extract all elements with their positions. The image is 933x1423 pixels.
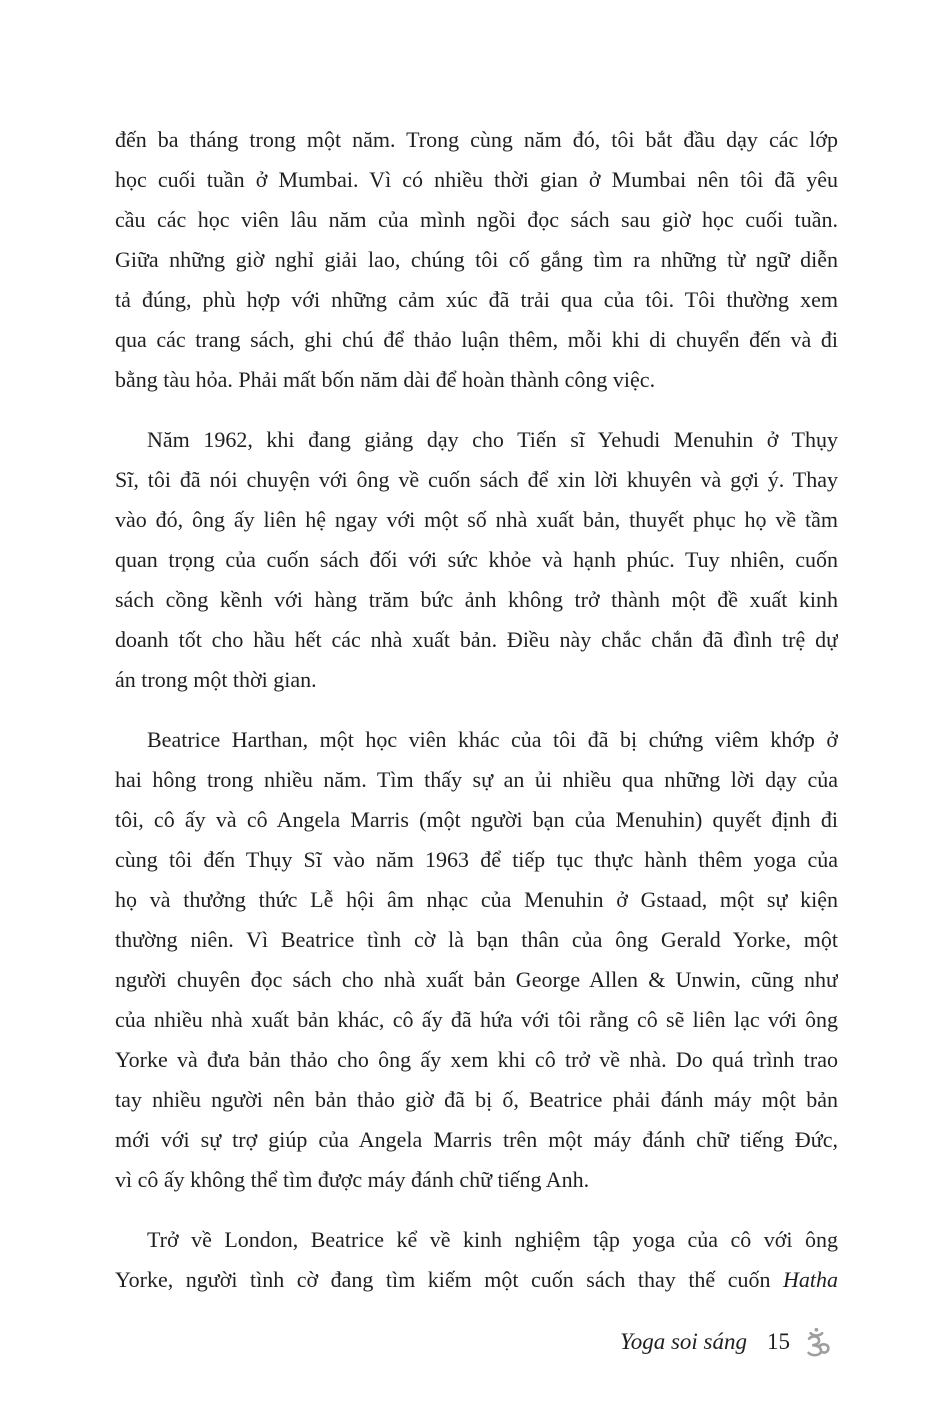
text-line: qua các trang sách, ghi chú để thảo luận thêm, mỗi khi di chuyển đến và đi [115, 327, 838, 352]
text-line: của nhiều nhà xuất bản khác, cô ấy đã hứa với tôi rằng cô sẽ liên lạc với ông [115, 1007, 838, 1032]
paragraph-1 [115, 120, 838, 400]
text-block [115, 120, 838, 1300]
paragraph-3 [115, 720, 838, 1200]
text-line: sách cồng kềnh với hàng trăm bức ảnh không trở thành một đề xuất kinh [115, 587, 838, 612]
text-line: Sĩ, tôi đã nói chuyện với ông về cuốn sách để xin lời khuyên và gợi ý. Thay [115, 467, 838, 492]
text-line: tôi, cô ấy và cô Angela Marris (một người bạn của Menuhin) quyết định đi [115, 807, 838, 832]
text-line: tay nhiều người nên bản thảo giờ đã bị ố, Beatrice phải đánh máy một bản [115, 1087, 838, 1112]
text-line: hai hông trong nhiều năm. Tìm thấy sự an ủi nhiều qua những lời dạy của [115, 767, 838, 792]
italic-book-title: Hatha [783, 1267, 838, 1292]
text-line: vào đó, ông ấy liên hệ ngay với một số nhà xuất bản, thuyết phục họ về tầm [115, 507, 838, 532]
om-icon-dot [815, 1327, 819, 1331]
text-line: doanh tốt cho hầu hết các nhà xuất bản. Điều này chắc chắn đã đình trệ dự [115, 627, 838, 652]
text-line: bằng tàu hỏa. Phải mất bốn năm dài để hoàn thành công việc. [115, 367, 656, 392]
text-line: học cuối tuần ở Mumbai. Vì có nhiều thời gian ở Mumbai nên tôi đã yêu [115, 167, 838, 192]
text-line: Giữa những giờ nghỉ giải lao, chúng tôi cố gắng tìm ra những từ ngữ diễn [115, 247, 838, 272]
text-line: án trong một thời gian. [115, 667, 317, 692]
text-line: Trở về London, Beatrice kể về kinh nghiệm tập yoga của cô với ông [147, 1227, 838, 1252]
page-footer [620, 1320, 833, 1364]
text-line: mới với sự trợ giúp của Angela Marris trên một máy đánh chữ tiếng Đức, [115, 1127, 838, 1152]
om-icon [799, 1327, 833, 1358]
text-line: quan trọng của cuốn sách đối với sức khỏe và hạnh phúc. Tuy nhiên, cuốn [115, 547, 838, 572]
text-line [115, 1260, 838, 1300]
text-line: cùng tôi đến Thụy Sĩ vào năm 1963 để tiếp tục thực hành thêm yoga của [115, 847, 838, 872]
om-icon-strokes [809, 1333, 829, 1355]
text-line: tả đúng, phù hợp với những cảm xúc đã trải qua của tôi. Tôi thường xem [115, 287, 838, 312]
text-line: đến ba tháng trong một năm. Trong cùng năm đó, tôi bắt đầu dạy các lớp [115, 127, 838, 152]
paragraph-4 [115, 1220, 838, 1300]
text-line: Beatrice Harthan, một học viên khác của tôi đã bị chứng viêm khớp ở [147, 727, 838, 752]
text-line: họ và thưởng thức Lễ hội âm nhạc của Menuhin ở Gstaad, một sự kiện [115, 887, 838, 912]
running-book-title: Yoga soi sáng [620, 1329, 747, 1354]
page-number: 15 [767, 1329, 790, 1354]
paragraph-2 [115, 420, 838, 700]
text-segment: Yorke, người tình cờ đang tìm kiếm một cuốn sách thay thế cuốn [115, 1267, 783, 1292]
text-line: Yorke và đưa bản thảo cho ông ấy xem khi cô trở về nhà. Do quá trình trao [115, 1047, 838, 1072]
text-line: Năm 1962, khi đang giảng dạy cho Tiến sĩ Yehudi Menuhin ở Thụy [147, 427, 838, 452]
text-line: cầu các học viên lâu năm của mình ngồi đọc sách sau giờ học cuối tuần. [115, 207, 838, 232]
text-line: người chuyên đọc sách cho nhà xuất bản George Allen & Unwin, cũng như [115, 967, 838, 992]
text-line: thường niên. Vì Beatrice tình cờ là bạn thân của ông Gerald Yorke, một [115, 927, 838, 952]
text-line: vì cô ấy không thể tìm được máy đánh chữ tiếng Anh. [115, 1167, 590, 1192]
